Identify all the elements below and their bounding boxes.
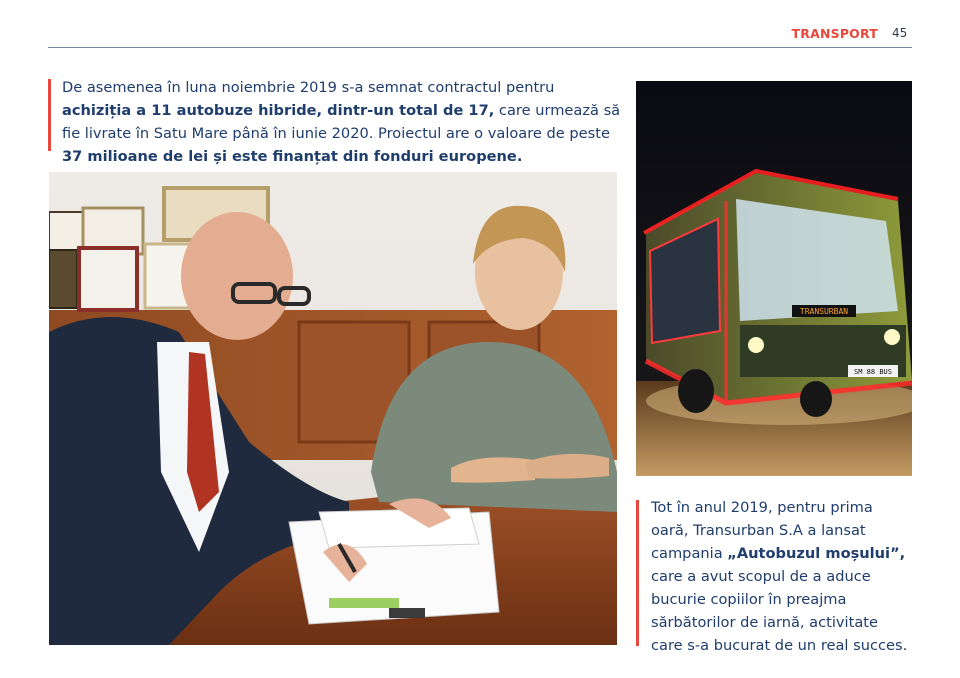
campaign-paragraph <box>651 496 913 657</box>
intro-text-2: care urmează să fie livrate în Satu Mare până în iunie 2020. Proiectul are o valoare de peste <box>62 102 621 142</box>
page-number: 45 <box>892 26 908 40</box>
contract-signing-illustration <box>49 172 617 645</box>
intro-text-1: De asemenea în luna noiembrie 2019 s-a semnat contractul pentru <box>62 79 555 96</box>
campaign-bold-1: „Autobuzul moșului”, <box>727 545 906 562</box>
section-title: TRANSPORT <box>791 26 878 41</box>
bus-destination-sign: TRANSURBAN <box>799 307 849 316</box>
contract-signing-photo <box>49 172 617 645</box>
hybrid-bus-photo <box>636 81 912 476</box>
campaign-text-2: care a avut scopul de a aduce bucurie copiilor în preajma sărbătorilor de iarnă, activitate care s-a bucurat de un real succes. <box>651 568 908 654</box>
intro-bold-1: achiziția a 11 autobuze hibride, dintr-un total de 17, <box>62 102 495 119</box>
campaign-accent-bar <box>636 500 639 646</box>
campaign-text-1: Tot în anul 2019, pentru prima oară, Transurban S.A a lansat campania <box>651 499 873 562</box>
bus-illustration <box>636 81 912 476</box>
intro-paragraph <box>62 76 622 168</box>
bus-plate: SM 88 BUS <box>854 368 892 376</box>
intro-bold-2: 37 milioane de lei și este finanțat din fonduri europene. <box>62 148 523 165</box>
intro-accent-bar <box>48 79 51 151</box>
header-rule <box>48 47 912 48</box>
